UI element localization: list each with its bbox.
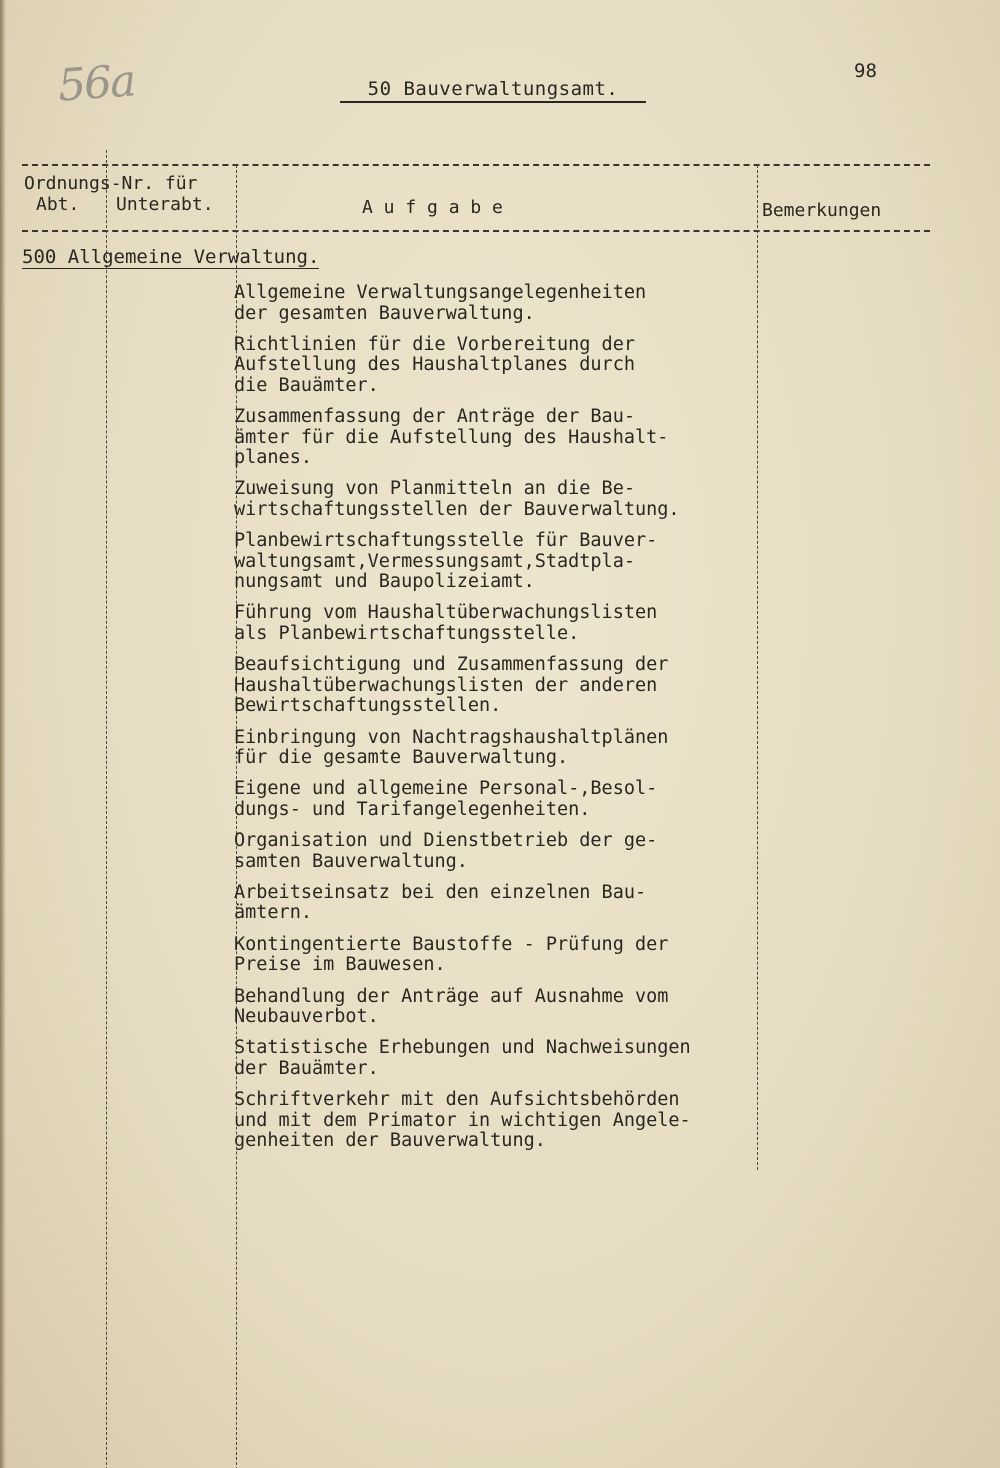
task-item: Schriftverkehr mit den Aufsichtsbehörden und mit dem Primator in wichtigen Angele- genheiten der Bauverwaltung. [234,1089,691,1152]
header-abt: Abt. [36,194,80,215]
task-item: Arbeitseinsatz bei den einzelnen Bau- ämtern. [234,881,647,924]
task-item: Behandlung der Anträge auf Ausnahme vom Neubauverbot. [234,985,669,1028]
task-item: Beaufsichtigung und Zusammenfassung der Haushaltüberwachungslisten der anderen Bewirtschaftungsstellen. [234,654,669,717]
page-number: 98 [854,60,877,82]
task-item: Einbringung von Nachtragshaushaltplänen für die gesamte Bauverwaltung. [234,726,669,769]
handwritten-folio-mark: 56a [56,55,136,112]
page-edge-shadow [0,0,6,1468]
section-heading: 500 Allgemeine Verwaltung. [22,246,320,268]
header-aufgabe: A u f g a b e [362,197,503,218]
document-title: 50 Bauverwaltungsamt. [340,78,646,103]
task-list [234,283,774,1162]
task-item: Planbewirtschaftungsstelle für Bauver- waltungsamt,Vermessungsamt,Stadtpla- nungsamt und Baupolizeiamt. [234,530,658,593]
task-item: Organisation und Dienstbetrieb der ge- samten Bauverwaltung. [234,830,658,872]
task-item: Eigene und allgemeine Personal-,Besol- dungs- und Tarifangelegenheiten. [234,778,658,820]
task-item: Richtlinien für die Vorbereitung der Aufstellung des Haushaltplanes durch die Bauämter. [234,333,635,396]
header-unterabt: Unterabt. [116,194,214,215]
divider-abt-unterabt [106,150,107,1468]
task-item: Zuweisung von Planmitteln an die Be- wirtschaftungsstellen der Bauverwaltung. [234,478,680,520]
task-item: Allgemeine Verwaltungsangelegenheiten der gesamten Bauverwaltung. [234,282,647,324]
table-top-rule [22,164,930,166]
header-ordnungs-nr: Ordnungs-Nr. für [24,173,198,194]
header-bottom-rule [22,230,930,232]
task-item: Statistische Erhebungen und Nachweisungen der Bauämter. [234,1037,691,1079]
header-bemerkungen: Bemerkungen [762,200,882,221]
task-item: Zusammenfassung der Anträge der Bau- ämter für die Aufstellung des Haushalt- planes. [234,406,669,469]
task-item: Führung vom Haushaltüberwachungslisten als Planbewirtschaftungsstelle. [234,602,658,644]
task-item: Kontingentierte Baustoffe - Prüfung der Preise im Bauwesen. [234,933,669,976]
